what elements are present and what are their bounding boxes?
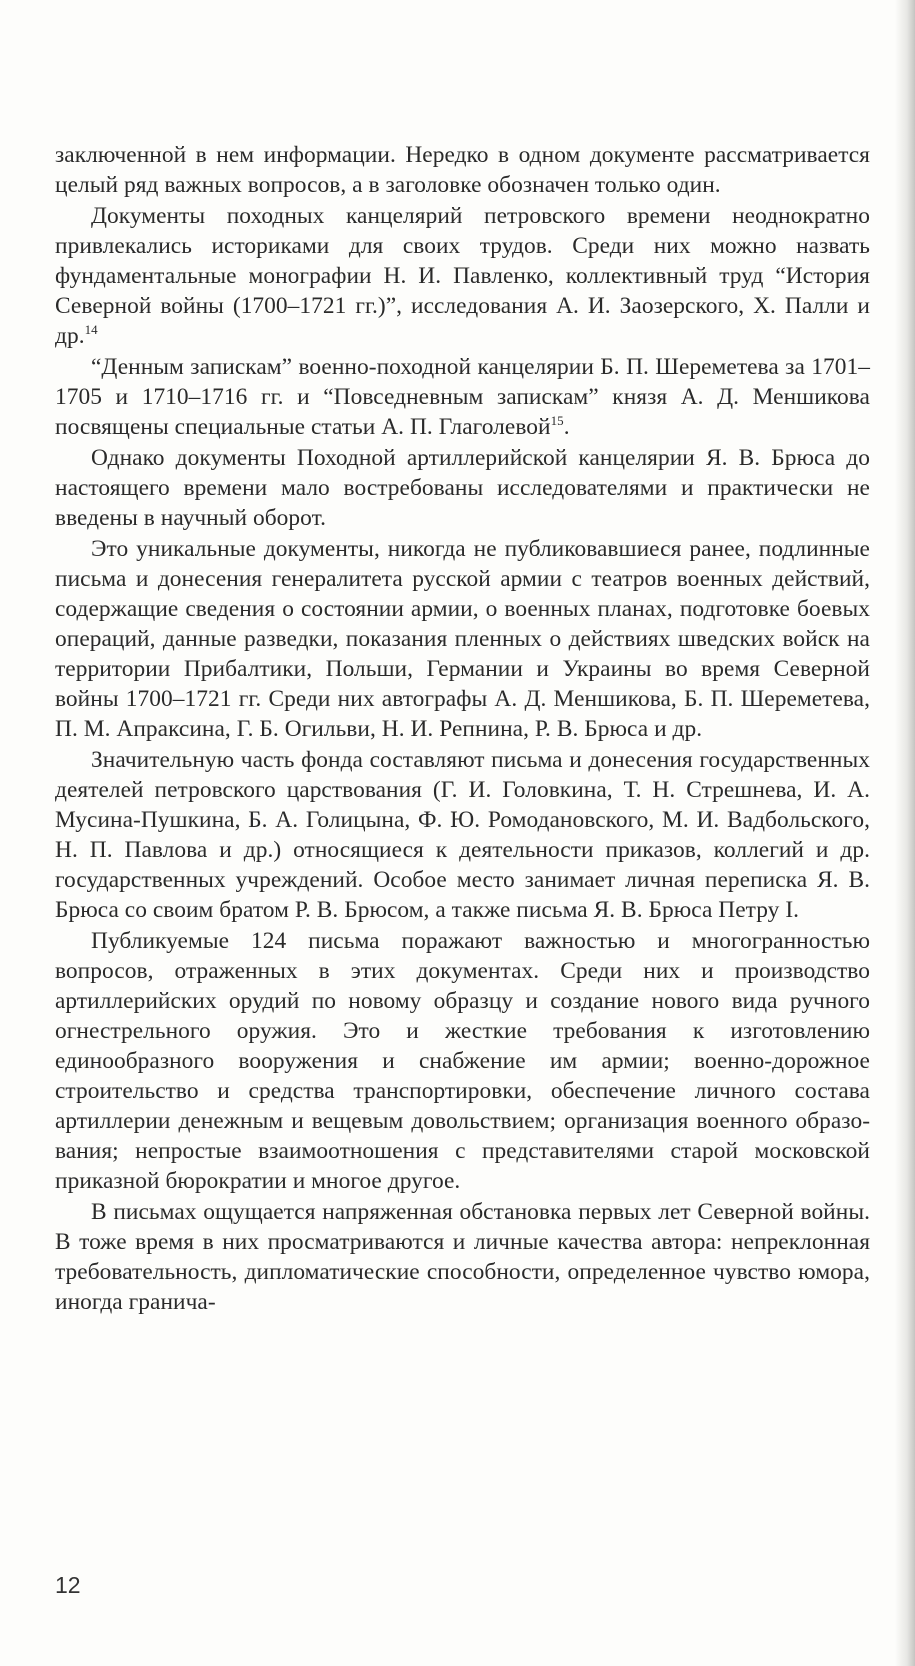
paragraph-8: В письмах ощущается напряженная обстановка первых лет Северной войны. В тоже время в них просматриваются и личные качества автора: непреклонная требовательность, дипломатические способности, определенное чувство юмора, иногда гранича- <box>55 1199 870 1315</box>
paragraph-4: Однако документы Походной артиллерийской канцелярии Я. В. Брюса до настоящего времени мало востребованы исследователями и практически не введены в научный оборот. <box>55 445 870 531</box>
footnote-ref-15: 15 <box>550 413 564 429</box>
paragraph-1: заключенной в нем информации. Нередко в одном документе рассматривается целый ряд важных вопросов, а в заголовке обозначен только один. <box>55 142 870 198</box>
footnote-ref-14: 14 <box>84 322 98 338</box>
body-text <box>55 140 870 1318</box>
page-number: 12 <box>55 1572 81 1598</box>
page-edge-shadow <box>895 0 915 1666</box>
paragraph-6: Значительную часть фонда составляют письма и донесения государственных деятелей петровского царствования (Г. И. Головкина, Т. Н. Стрешнева, И. А. Мусина-Пушкина, Б. А. Голицына, Ф. Ю. Ромодановского, М. И. Вадбольского, Н. П. Павлова и др.) относящиеся к деятельности приказов, коллегий и др. государственных учреждений. Особое место занимает личная переписка Я. В. Брюса со своим братом Р. В. Брюсом, а также письма Я. В. Брюса Петру I. <box>55 747 870 923</box>
paragraph-5: Это уникальные документы, никогда не публиковавшиеся ранее, подлинные письма и донесения генералитета русской армии с театров военных действий, содержащие сведения о состоянии армии, о военных планах, подготовке боевых операций, данные разведки, показания пленных о действиях шведских войск на территории Прибалтики, Польши, Германии и Украины во время Северной войны 1700–1721 гг. Среди них автографы А. Д. Меншикова, Б. П. Шереметева, П. М. Апраксина, Г. Б. Огильви, Н. И. Репнина, Р. В. Брюса и др. <box>55 536 870 742</box>
paragraph-7: Публикуемые 124 письма поражают важностью и многогранностью вопросов, отраженных в этих документах. Среди них и производство артиллерийских орудий по новому образцу и создание нового вида ручного огнестрельного оружия. Это и жесткие требования к изготовлению единообразного вооружения и снабжение им армии; военно-дорожное строительство и средства транспортировки, обеспечение личного состава артиллерии денежным и вещевым довольствием; организация военного образования; непростые взаимоотношения с представителями старой московской приказной бюрократии и многое другое. <box>55 928 870 1194</box>
paragraph-3: “Денным запискам” военно-походной канцелярии Б. П. Шереметева за 1701–1705 и 1710–1716 гг. и “Повседневным запискам” князя А. Д. Меншикова посвящены специальные статьи А. П. Глаголевой$^{15}$. <box>55 354 870 440</box>
paragraph-2: Документы походных канцелярий петровского времени неоднократно привлекались историками для своих трудов. Среди них можно назвать фундаментальные монографии Н. И. Павленко, коллективный труд “История Северной войны (1700–1721 гг.)”, исследования А. И. Заозерского, Х. Палли и др.$^{14}$ <box>55 203 870 349</box>
